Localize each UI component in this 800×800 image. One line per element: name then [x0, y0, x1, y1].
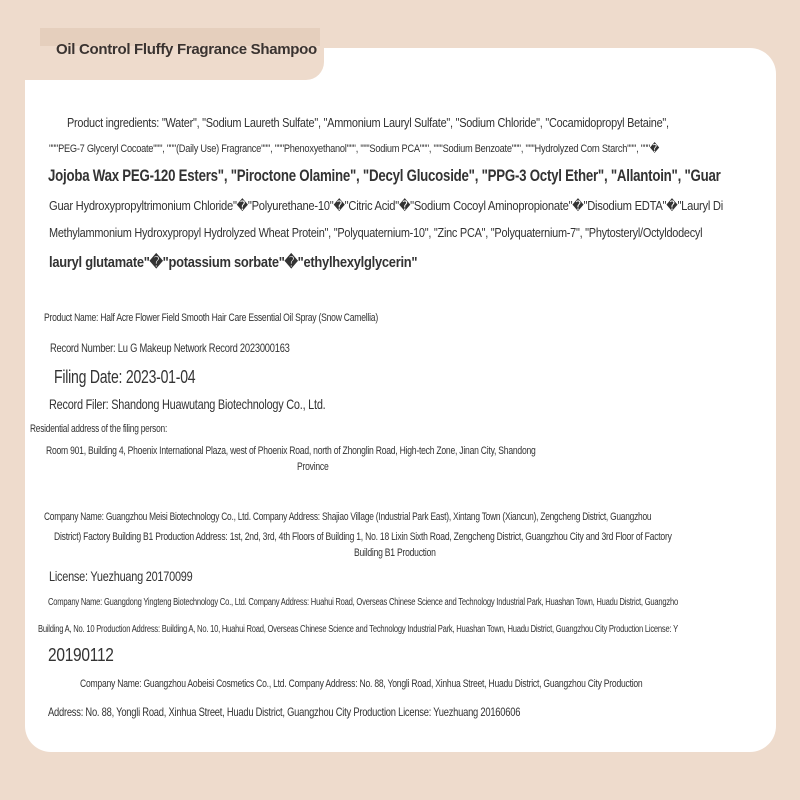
address-text: Room 901, Building 4, Phoenix International Plaza, west of Phoenix Road, north of Zhonglin Road, High-tech Zone, Jinan City, Shandong: [46, 445, 536, 457]
ingredients-line-5: [49, 225, 800, 240]
ingredients-text: """PEG-7 Glyceryl Cocoate""", """(Daily Use) Fragrance""", """Phenoxyethanol""", """Sodium PCA""", """Sodium Benzoate""", """Hydrolyzed Corn Starch""", """�: [49, 143, 660, 155]
residential-label-text: Residential address of the filing person:: [30, 423, 168, 435]
company-text: Building A, No. 10 Production Address: Building A, No. 10, Huahui Road, Overseas Chinese Science and Technology Industrial Park, Huashan Town, Huadu District, Guangzhou City Production License: Y: [38, 624, 678, 635]
address-text: Province: [297, 461, 329, 473]
company-3-line-1: [80, 678, 800, 690]
product-name-text: Product Name: Half Acre Flower Field Smooth Hair Care Essential Oil Spray (Snow Camellia): [44, 312, 378, 324]
filing-date: [54, 367, 235, 388]
address-line-1: [46, 445, 674, 457]
company-3-line-2: [48, 705, 653, 719]
ingredients-line-2: [49, 142, 775, 155]
record-number: [50, 341, 357, 355]
record-filer-text: Record Filer: Shandong Huawutang Biotechnology Co., Ltd.: [49, 396, 326, 412]
company-text: Company Name: Guangdong Yingteng Biotechnology Co., Ltd. Company Address: Huahui Road, Overseas Chinese Science and Technology Industrial Park, Huashan Town, Huadu District, Guangzho: [48, 597, 678, 608]
ingredients-line-6: [49, 253, 477, 271]
company-1-line-2: [54, 531, 800, 543]
ingredients-text: lauryl glutamate"�"potassium sorbate"�"ethylhexylglycerin": [49, 254, 418, 271]
ingredients-text: Guar Hydroxypropyltrimonium Chloride"�"Polyurethane-10"�"Citric Acid"�"Sodium Cocoyl Aminopropionate"�"Disodium EDTA"�"Lauryl Di: [49, 198, 723, 213]
filing-date-text: Filing Date: 2023-01-04: [54, 367, 196, 387]
address-line-2: [297, 461, 337, 473]
record-number-text: Record Number: Lu G Makeup Network Record 2023000163: [50, 341, 290, 355]
company-2-line-2: [38, 624, 800, 635]
company-2-line-1: [48, 597, 800, 608]
ingredients-text: Methylammonium Hydroxypropyl Hydrolyzed Wheat Protein", "Polyquaternium-10", "Zinc PCA", "Polyquaternium-7", "Phytosteryl/Octyldodecyl: [49, 225, 703, 240]
ingredients-line-3: [48, 166, 800, 186]
ingredients-line-1: [67, 115, 783, 130]
company-text: Building B1 Production: [354, 547, 436, 559]
company-text: Address: No. 88, Yongli Road, Xinhua Street, Huadu District, Guangzhou City Production License: Yuezhuang 20160606: [48, 705, 521, 719]
company-text: District) Factory Building B1 Production Address: 1st, 2nd, 3rd, 4th Floors of Building 1, No. 18 Lixin Sixth Road, Zengcheng District, Guangzhou City and 3rd Floor of Factory: [54, 531, 672, 543]
company-text: Company Name: Guangzhou Meisi Biotechnology Co., Ltd. Company Address: Shajiao Village (Industrial Park East), Xintang Town (Xiancun), Zengcheng District, Guangzhou: [44, 511, 652, 523]
company-1-line-1: [44, 511, 800, 523]
license-2: [48, 645, 124, 666]
ingredients-text: Jojoba Wax PEG-120 Esters", "Piroctone Olamine", "Decyl Glucoside", "PPG-3 Octyl Ether", "Allantoin", "Guar: [48, 166, 721, 185]
company-text: Company Name: Guangzhou Aobeisi Cosmetics Co., Ltd. Company Address: No. 88, Yongli Road, Xinhua Street, Huadu District, Guangzhou City Production: [80, 678, 643, 690]
license-text: License: Yuezhuang 20170099: [49, 568, 193, 584]
license-text: 20190112: [48, 645, 114, 665]
residential-label: [30, 423, 210, 435]
license-1: [49, 568, 233, 584]
ingredients-line-4: [49, 198, 800, 214]
page-title: Oil Control Fluffy Fragrance Shampoo: [56, 41, 317, 58]
product-name: [44, 312, 472, 324]
ingredients-text: Product ingredients: "Water", "Sodium Laureth Sulfate", "Ammonium Lauryl Sulfate", "Sodium Chloride", "Cocamidopropyl Betaine",: [67, 115, 669, 130]
company-1-line-3: [354, 547, 459, 559]
record-filer: [49, 396, 403, 412]
